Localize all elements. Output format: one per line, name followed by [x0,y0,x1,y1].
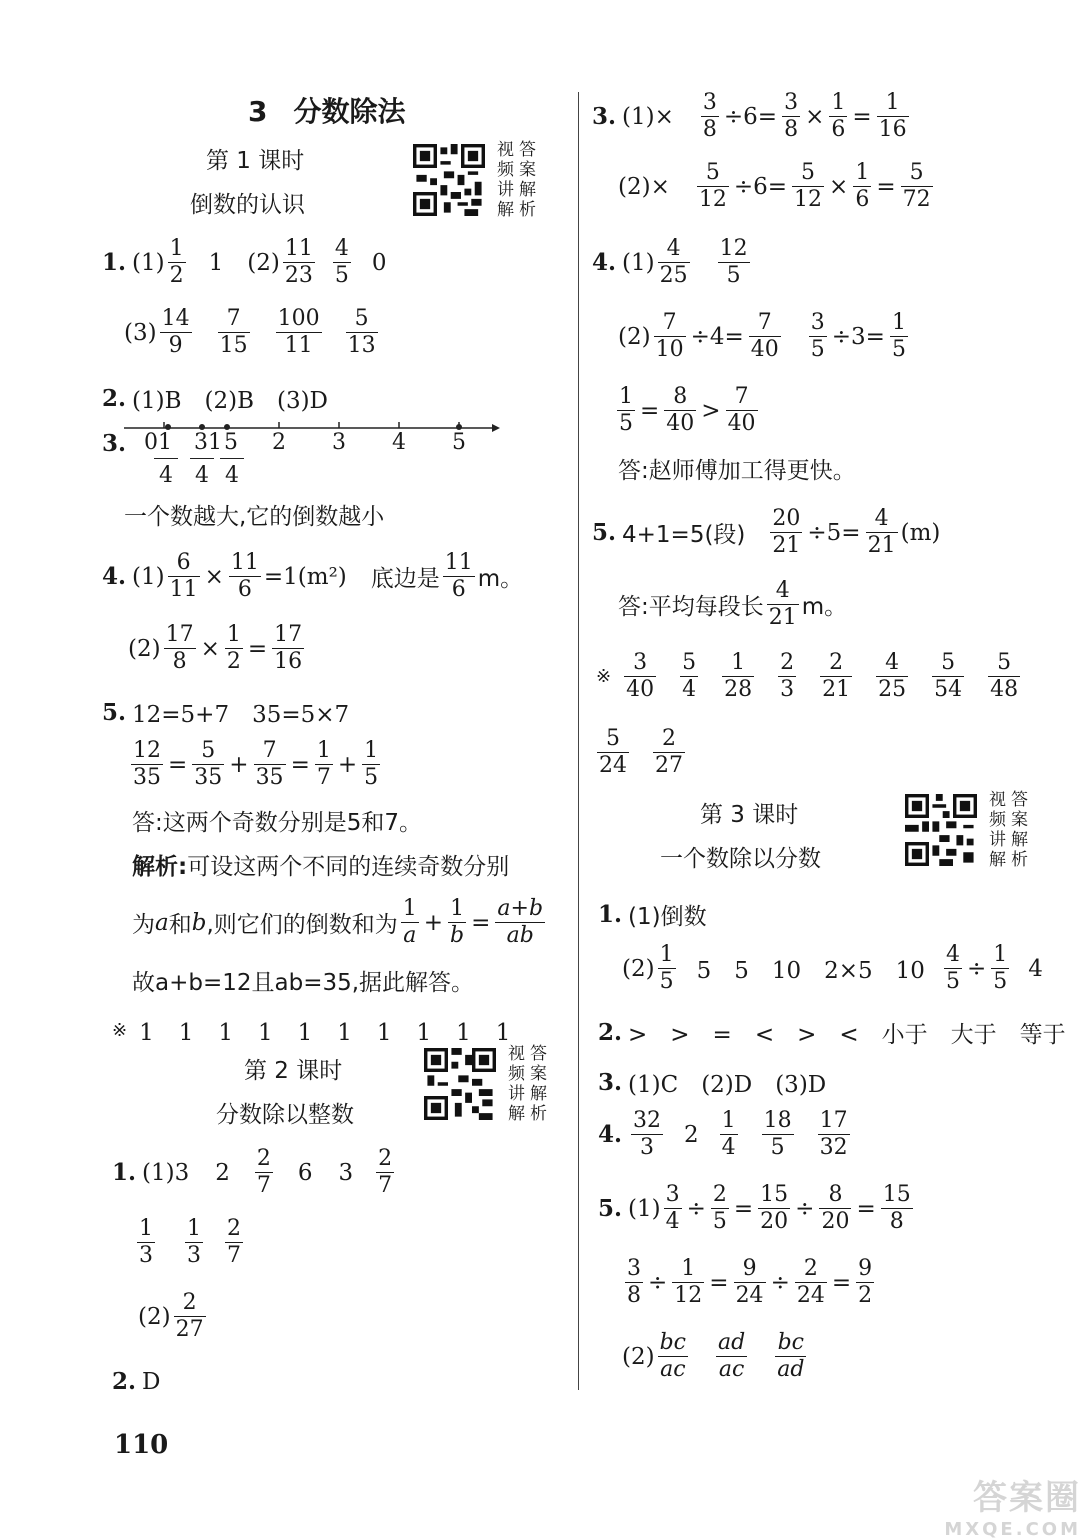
fraction: $\frac{100}{11}$ [277,306,320,359]
answer-text: 4+1=5(段) [622,522,746,549]
fraction: $\frac{1}{2}$ [226,622,241,675]
fraction: $\frac{4}{5}$ [945,942,960,995]
qr-label-char: 解 [508,1104,525,1124]
fraction: $\frac{7}{10}$ [655,310,684,363]
qr-label-char: 解 [497,200,514,220]
r-q4-answer: 答:赵师傅加工得更快。 [618,458,856,484]
answer-value: 0 [371,249,387,276]
l3q5-line2: $\frac{3}{8}$ ÷ $\frac{1}{12}$ = $\frac{9}{24}$ ÷ $\frac{2}{24}$ = $\frac{9}{2}$ [627,1256,873,1309]
lesson3-title: 第 3 课时 [700,802,799,828]
analysis-text: 和 [168,912,192,939]
tick-denominator: 4 [154,458,178,487]
question-number: 2. [112,1368,137,1395]
part-label: (1) [132,249,165,276]
question-number: 4. [102,563,127,591]
question-number: 5. [102,699,127,726]
fraction: $\frac{2}{3}$ [780,650,795,703]
question-number: 3. [102,430,127,457]
fraction: $\frac{1}{6}$ [855,160,870,213]
fraction: $\frac{1}{a}$ [402,896,417,949]
fraction: $\frac{2}{5}$ [712,1182,727,1235]
question-number: 4. [592,249,617,277]
qr-code[interactable] [424,1048,496,1120]
tick-label: 0 [144,430,158,455]
section-heading [248,95,406,128]
qr-label-char: 解 [989,850,1006,870]
q4-line2: (2) $\frac{17}{8}$ × $\frac{1}{2}$ = $\frac{17}{16}$ [128,622,303,675]
l2q1-line1 [112,1146,397,1200]
unit: m。 [801,594,848,621]
fraction: $\frac{9}{2}$ [858,1256,873,1309]
r-q4-line2: (2) $\frac{7}{10}$ ÷4= $\frac{7}{40}$ $\frac{3}{5}$ ÷3= $\frac{1}{5}$ [618,310,906,363]
fraction: $\frac{1}{28}$ [724,650,753,703]
l3q1-line2: (2) $\frac{1}{5}$ 5 5 10 2×5 10 $\frac{4}{5}$ ÷ $\frac{1}{5}$ 4 [622,942,1043,995]
analysis-text: 可设这两个不同的连续奇数分别 [187,854,510,880]
fraction: $\frac{9}{24}$ [735,1256,764,1309]
part-label: (2)× [618,173,670,200]
fraction: $\frac{3}{5}$ [810,310,825,363]
r-q5-line1: 5. 4+1=5(段) $\frac{20}{21}$ ÷5= $\frac{4}{21}$ (m) [592,506,941,559]
qr-label-char: 析 [519,200,536,220]
watermark-logo: 答案圈 [973,1478,1081,1518]
qr-label-char: 解 [1011,830,1028,850]
answer-text: 12=5+7 35=5×7 [132,702,350,728]
r-q4-line3: $\frac{1}{5}$ = $\frac{8}{40}$ > $\frac{7}{40}$ [619,384,756,437]
fraction: $\frac{3}{40}$ [626,650,655,703]
l3q5-line3 [622,1330,809,1384]
result: =1(m²) [263,563,347,590]
variable: b [191,909,207,936]
fraction: $\frac{20}{21}$ [772,506,801,559]
qr-code[interactable] [905,794,977,866]
fraction: $\frac{4}{25}$ [659,236,688,289]
tick-label: 5 [452,430,466,455]
fraction: $\frac{1}{5}$ [659,942,674,995]
qr-label-char: 频 [989,810,1006,830]
fraction: $\frac{11}{6}$ [230,550,259,603]
fraction: $\frac{5}{72}$ [902,160,931,213]
question-number: 1. [102,249,127,277]
tick-label: 3 [332,430,346,455]
fraction: $\frac{11}{6}$ [444,550,473,603]
fraction: $\frac{2}{7}$ [378,1146,393,1199]
fraction: $\frac{3}{8}$ [627,1256,641,1309]
r-q4-line1 [592,236,753,290]
extra-ones [112,1014,511,1047]
q1-line1 [102,236,386,290]
fraction: $\frac{2}{7}$ [256,1146,271,1199]
qr-label-char: 案 [1011,810,1028,830]
fraction: $\frac{7}{35}$ [255,738,284,791]
page-number: 110 [114,1430,169,1460]
r-extra-line1 [596,650,1023,704]
l3q2-line [598,1016,1066,1049]
part-label: (1) [622,249,655,276]
section-title: 分数除法 [293,95,406,128]
qr-label-char: 视 [497,140,514,160]
question-number: 3. [592,103,617,131]
answer-value: 3 [174,1159,190,1186]
lesson1-title: 第 1 课时 [206,148,305,174]
watermark-url: MXQE.COM [944,1519,1081,1540]
qr-label-char: 解 [530,1084,547,1104]
fraction: $\frac{1}{16}$ [878,90,907,143]
fraction: $\frac{2}{27}$ [175,1290,204,1343]
question-number: 1. [598,901,623,928]
fraction: $\frac{18}{5}$ [763,1108,792,1161]
answer-text: D [142,1368,161,1395]
part-label: (2) [618,323,651,350]
question-number: 2. [598,1019,623,1046]
fraction: $\frac{11}{23}$ [284,236,313,289]
qr-label-char: 析 [530,1104,547,1124]
fraction: $\frac{3}{4}$ [665,1182,680,1235]
l3q3-line [598,1066,826,1099]
fraction: $\frac{12}{5}$ [719,236,748,289]
part-label: (2) [128,635,161,662]
fraction: $\frac{7}{40}$ [727,384,756,437]
fraction: $\frac{1}{3}$ [139,1216,153,1269]
fraction: $\frac{2}{21}$ [822,650,851,703]
analysis-line1 [132,856,509,879]
analysis-text: ,则它们的倒数和为 [206,912,398,939]
tick-denominator: 4 [220,458,244,487]
fraction: $\frac{15}{8}$ [882,1182,911,1235]
analysis-line2: 为 a 和 b ,则它们的倒数和为 $\frac{1}{a}$ + $\frac{1}{b}$ = $\frac{a+b}{ab}$ [132,896,544,949]
answer-value: 1 [208,249,224,276]
question-number: 5. [592,519,617,547]
fraction: $\frac{5}{48}$ [990,650,1019,703]
l3q1-line1 [598,898,707,931]
fraction: $\frac{ad}{ac}$ [718,1330,746,1383]
q5-line1 [102,696,349,729]
qr-label-char: 频 [508,1064,525,1084]
part-label: (2) [138,1303,171,1330]
part-label: (1) [142,1159,175,1186]
analysis-line3: 故a+b=12且ab=35,据此解答。 [132,970,475,996]
r-q3-line1: 3. (1)× $\frac{3}{8}$ ÷6= $\frac{3}{8}$ × $\frac{1}{6}$ = $\frac{1}{16}$ [592,90,907,143]
answer-value: 3 [338,1159,354,1186]
fraction: $\frac{1}{4}$ [721,1108,736,1161]
extra-mark: ※ [596,666,612,688]
question-number: 3. [598,1069,623,1096]
fraction: $\frac{5}{54}$ [934,650,963,703]
fraction: $\frac{7}{40}$ [750,310,779,363]
r-extra-line2 [594,726,688,780]
fraction: $\frac{17}{32}$ [819,1108,848,1161]
fraction: $\frac{2}{24}$ [796,1256,825,1309]
q1-line2 [124,306,381,360]
part-label: (1) [132,563,165,590]
question-number: 5. [598,1195,623,1223]
answer-value: 2 [215,1159,230,1186]
l3q5-line1: 5. (1) $\frac{3}{4}$ ÷ $\frac{2}{5}$ = $\frac{15}{20}$ ÷ $\frac{8}{20}$ = $\frac{15}{8}$ [598,1182,911,1235]
answer-value: 4 [1028,955,1043,982]
q5-line2: $\frac{12}{35}$ = $\frac{5}{35}$ + $\frac{7}{35}$ = $\frac{1}{7}$ + $\frac{1}{5}$ [133,738,379,791]
fraction: $\frac{1}{7}$ [316,738,331,791]
fraction: $\frac{14}{9}$ [161,306,190,359]
lesson3-subtitle: 一个数除以分数 [660,846,821,872]
fraction: $\frac{5}{35}$ [194,738,223,791]
tick-label: 2 [272,430,286,455]
fraction: $\frac{1}{5}$ [619,384,633,437]
fraction: $\frac{4}{21}$ [867,506,896,559]
answer-text: 底边是 [370,566,440,593]
answer-text: (1)倒数 [628,904,707,930]
unit: m。 [477,566,524,593]
part-label: (1) [628,1195,661,1222]
qr-label-char: 答 [530,1044,547,1064]
q4-line1: 4. (1) $\frac{6}{11}$ × $\frac{11}{6}$ =1(m²) 底边是 $\frac{11}{6}$ m。 [102,550,524,603]
fraction: $\frac{5}{13}$ [347,306,376,359]
fraction: $\frac{1}{b}$ [450,896,465,949]
tick-label: 5 [224,430,238,455]
fraction: $\frac{bc}{ad}$ [777,1330,805,1383]
fraction: $\frac{1}{3}$ [187,1216,201,1269]
fraction: $\frac{bc}{ac}$ [659,1330,686,1383]
qr-label-char: 答 [1011,790,1028,810]
answer-text: 答:平均每段长 [618,594,764,621]
q5-answer: 答:这两个奇数分别是5和7。 [132,810,423,836]
part-label: (1)× [622,103,674,130]
variable: a [155,909,169,936]
fraction: $\frac{7}{15}$ [219,306,248,359]
r-q3-line2: (2)× $\frac{5}{12}$ ÷6= $\frac{5}{12}$ × $\frac{1}{6}$ = $\frac{5}{72}$ [618,160,931,213]
fraction: $\frac{17}{16}$ [274,622,303,675]
fraction: $\frac{8}{20}$ [821,1182,850,1235]
l2q1-line2 [134,1216,246,1270]
qr-label-char: 频 [497,160,514,180]
fraction: $\frac{32}{3}$ [633,1108,662,1161]
qr-label-char: 讲 [989,830,1006,850]
qr-label-char: 案 [519,160,536,180]
qr-label-char: 讲 [497,180,514,200]
answer-text: > > = < > < 小于 大于 等于 [628,1022,1066,1048]
fraction: $\frac{5}{12}$ [794,160,823,213]
part-label: (3) [124,319,157,346]
lesson2-title: 第 2 课时 [244,1058,343,1084]
l3q4-line [598,1108,853,1162]
fraction: $\frac{6}{11}$ [169,550,198,603]
fraction: $\frac{1}{5}$ [891,310,906,363]
fraction: $\frac{3}{8}$ [702,90,717,143]
qr-label-char: 讲 [508,1084,525,1104]
lesson2-subtitle: 分数除以整数 [216,1102,354,1128]
answer-value: 2 [684,1121,699,1148]
qr-code[interactable] [413,144,485,216]
fraction: $\frac{1}{5}$ [364,738,379,791]
qr-label [497,140,541,220]
fraction: $\frac{5}{4}$ [682,650,697,703]
analysis-label: 解析: [132,854,188,880]
fraction: $\frac{8}{40}$ [666,384,695,437]
fraction: $\frac{12}{35}$ [133,738,161,791]
part-label: (2) [247,249,280,276]
tick-label: 3 [194,430,208,455]
fraction: $\frac{1}{6}$ [831,90,846,143]
fraction: $\frac{5}{12}$ [698,160,727,213]
fraction: $\frac{4}{25}$ [878,650,907,703]
qr-label-char: 视 [989,790,1006,810]
fraction: $\frac{1}{5}$ [993,942,1008,995]
fraction: $\frac{3}{8}$ [784,90,799,143]
fraction: $\frac{2}{27}$ [655,726,683,779]
l2q1-line3 [138,1290,209,1344]
qr-label-char: 解 [519,180,536,200]
qr-label-char: 析 [1011,850,1028,870]
fraction: $\frac{17}{8}$ [165,622,194,675]
l2q2-line [112,1368,160,1395]
fraction: $\frac{15}{20}$ [760,1182,789,1235]
q3-conclusion: 一个数越大,它的倒数越小 [124,504,385,530]
answer-text: (1)C (2)D (3)D [628,1072,827,1098]
fraction: $\frac{1}{2}$ [169,236,184,289]
fraction: $\frac{5}{24}$ [599,726,627,779]
fraction: $\frac{a+b}{ab}$ [497,896,544,949]
fraction: $\frac{1}{12}$ [674,1256,703,1309]
part-label: (2) [622,1343,655,1370]
answer-text: 1 1 1 1 1 1 1 1 1 1 [139,1020,512,1046]
tick-label: 1 [208,430,222,455]
qr-label-char: 案 [530,1064,547,1084]
extra-mark: ※ [112,1020,128,1041]
q2-line [102,382,328,415]
fraction: $\frac{2}{7}$ [227,1216,241,1269]
number-line [124,414,504,494]
analysis-text: 为 [132,912,155,939]
section-number: 3 [248,95,268,128]
r-q5-answer [618,578,847,632]
tick-label: 1 [158,430,172,455]
fraction: $\frac{4}{21}$ [768,578,797,631]
qr-label [508,1044,552,1124]
tick-denominator: 4 [190,458,214,487]
question-number: 1. [112,1159,137,1187]
qr-label-char: 答 [519,140,536,160]
column-divider [578,92,579,1390]
question-number: 2. [102,385,127,412]
qr-label [989,790,1033,870]
tick-label: 4 [392,430,406,455]
answer-value: 6 [297,1159,313,1186]
unit: (m) [900,519,941,546]
answer-text: 5 5 10 2×5 10 [696,958,925,985]
answer-text: (1)B (2)B (3)D [132,388,328,414]
part-label: (2) [622,955,655,982]
question-number: 4. [598,1121,623,1149]
watermark [931,1470,1081,1540]
lesson1-subtitle: 倒数的认识 [190,192,305,218]
fraction: $\frac{4}{5}$ [334,236,349,289]
qr-label-char: 视 [508,1044,525,1064]
